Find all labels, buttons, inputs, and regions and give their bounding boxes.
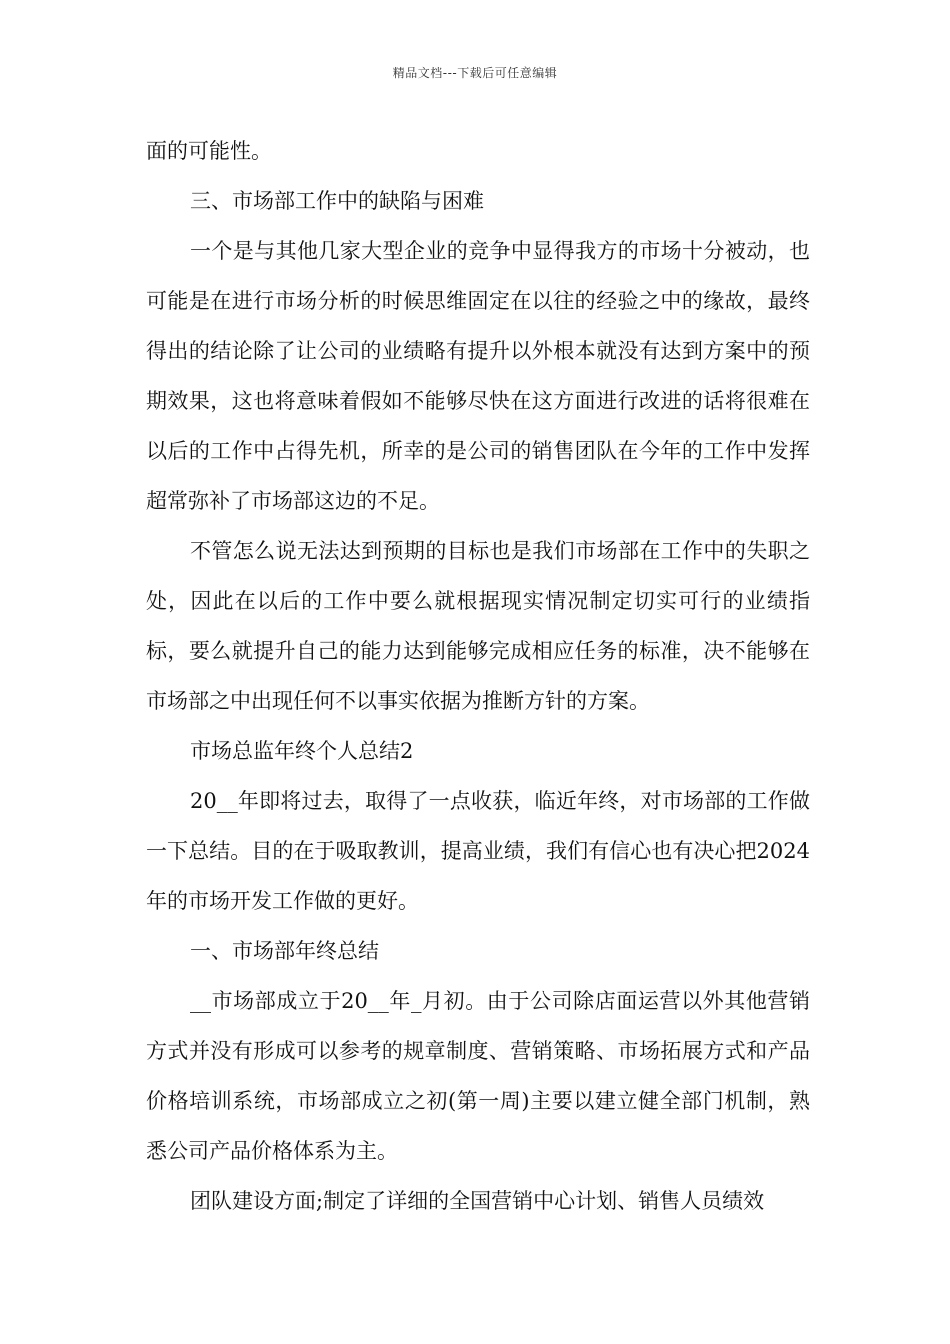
section-heading: 一、市场部年终总结 [190,939,379,963]
paragraph: 不管怎么说无法达到预期的目标也是我们市场部在工作中的失职之处，因此在以后的工作中要么就根据现实情况制定切实可行的业绩指标，要么就提升自己的能力达到能够完成相应任务的标准，决不能够在市场部之中出现任何不以事实依据为推断方针的方案。 [146,539,810,713]
paragraph: 团队建设方面;制定了详细的全国营销中心计划、销售人员绩效 [190,1189,765,1213]
document-title: 市场总监年终个人总结2 [190,739,414,763]
paragraph: 一个是与其他几家大型企业的竞争中显得我方的市场十分被动，也可能是在进行市场分析的时候思维固定在以往的经验之中的缘故，最终得出的结论除了让公司的业绩略有提升以外根本就没有达到方案中的预期效果，这也将意味着假如不能够尽快在这方面进行改进的话将很难在以后的工作中占得先机，所幸的是公司的销售团队在今年的工作中发挥超常弥补了市场部这边的不足。 [146,239,810,513]
document-body [146,126,810,1226]
paragraph: 面的可能性。 [146,139,272,163]
paragraph: 20__年即将过去，取得了一点收获，临近年终，对市场部的工作做一下总结。目的在于吸取教训，提高业绩，我们有信心也有决心把2024年的市场开发工作做的更好。 [146,789,810,913]
page-header: 精品文档---下载后可任意编辑 [392,66,558,80]
paragraph: __市场部成立于20__年_月初。由于公司除店面运营以外其他营销方式并没有形成可以参考的规章制度、营销策略、市场拓展方式和产品价格培训系统，市场部成立之初(第一周)主要以建立健全部门机制，熟悉公司产品价格体系为主。 [146,989,810,1163]
section-heading: 三、市场部工作中的缺陷与困难 [190,189,484,213]
